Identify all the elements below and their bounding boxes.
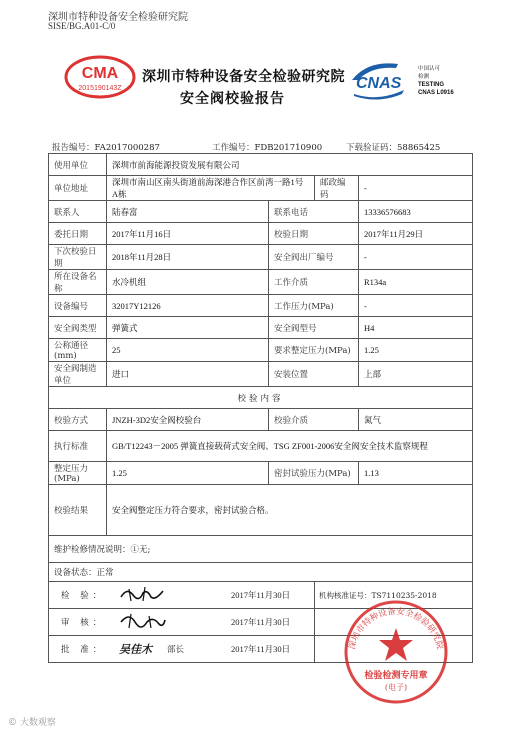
institute-title: 深圳市特种设备安全检验研究院 <box>142 69 345 85</box>
repair-note-label: 维护检修情况说明： <box>54 545 131 555</box>
check-medium-value: 氮气 <box>359 409 473 431</box>
unit-address-value: 深圳市南山区南头街道前海深港合作区前湾一路1号A栋 <box>107 176 315 201</box>
set-pressure-label: 整定压力(MPa) <box>49 462 107 485</box>
download-code <box>346 141 440 153</box>
work-medium-label: 工作介质 <box>269 270 359 295</box>
factory-number-label: 安全阀出厂编号 <box>269 245 359 270</box>
result-value: 安全阀整定压力符合要求，密封试验合格。 <box>107 485 473 536</box>
postcode-value: - <box>359 176 473 201</box>
next-check-date-label: 下次校验日期 <box>49 245 107 270</box>
valve-model-value: H4 <box>359 317 473 339</box>
valve-model-label: 安全阀型号 <box>269 317 359 339</box>
contact-value: 陆春富 <box>107 201 269 223</box>
factory-number-value: - <box>359 245 473 270</box>
check-medium-label: 校验介质 <box>269 409 359 431</box>
contact-label: 联系人 <box>49 201 107 223</box>
repair-note-value: ①无; <box>130 545 151 555</box>
nominal-diameter-label: 公称通径(mm) <box>49 339 107 362</box>
stamp-center-text: 检验检测专用章 <box>364 671 428 681</box>
install-position-label: 安装位置 <box>269 362 359 387</box>
work-pressure-value: - <box>359 295 473 317</box>
equipment-number-label: 设备编号 <box>49 295 107 317</box>
user-unit-label: 使用单位 <box>49 154 107 176</box>
install-position-value: 上部 <box>359 362 473 387</box>
review-signature-image <box>119 610 167 632</box>
cnas-caption-2: 检测 <box>418 74 430 80</box>
valve-maker-value: 进口 <box>107 362 269 387</box>
method-value: JNZH-3D2安全阀校验台 <box>107 409 269 431</box>
check-signature-image <box>119 583 167 605</box>
work-order-value: FDB201710900 <box>254 143 323 153</box>
work-pressure-label: 工作压力(MPa) <box>269 295 359 317</box>
valve-type-value: 弹簧式 <box>107 317 269 339</box>
next-check-date-value: 2018年11月28日 <box>107 245 269 270</box>
standard-label: 执行标准 <box>49 431 107 462</box>
check-date: 2017年11月30日 <box>231 590 291 600</box>
cma-logo <box>60 54 140 100</box>
approve-signature-image: 吴佳木 <box>119 643 152 656</box>
equipment-number-value: 32017Y12126 <box>107 295 269 317</box>
seal-pressure-value: 1.13 <box>359 462 473 485</box>
signature-review <box>49 609 315 636</box>
phone-value: 13336576683 <box>359 201 473 223</box>
approve-role: 部长 <box>167 645 185 655</box>
cma-code-text: 2015190143Z <box>78 85 122 92</box>
cma-logo-text: CMA <box>81 65 119 82</box>
equipment-name-value: 水冷机组 <box>107 270 269 295</box>
work-order-label: 工作编号： <box>212 143 255 153</box>
entrust-date-label: 委托日期 <box>49 223 107 245</box>
report-title: 安全阀校验报告 <box>180 91 285 107</box>
report-table <box>48 153 473 663</box>
check-date-value: 2017年11月29日 <box>359 223 473 245</box>
equipment-name-label: 所在设备名称 <box>49 270 107 295</box>
report-number-label: 报告编号： <box>52 143 95 153</box>
download-code-value: 58865425 <box>397 143 441 153</box>
phone-label: 联系电话 <box>269 201 359 223</box>
work-order <box>212 141 322 153</box>
valve-type-label: 安全阀类型 <box>49 317 107 339</box>
cnas-logo <box>348 58 460 102</box>
required-pressure-value: 1.25 <box>359 339 473 362</box>
review-signature-label: 审 核： <box>61 618 106 628</box>
signature-check <box>49 582 315 609</box>
report-number-value: FA2017000287 <box>94 143 160 153</box>
check-date-label: 校验日期 <box>269 223 359 245</box>
postcode-label: 邮政编码 <box>315 176 359 201</box>
download-code-label: 下载验证码： <box>346 143 398 153</box>
required-pressure-label: 要求整定压力(MPa) <box>269 339 359 362</box>
cnas-caption-1: 中国认可 <box>418 66 441 72</box>
nominal-diameter-value: 25 <box>107 339 269 362</box>
seal-pressure-label: 密封试验压力(MPa) <box>269 462 359 485</box>
valve-maker-label: 安全阀制造单位 <box>49 362 107 387</box>
stamp-sub-text: (电子) <box>384 683 408 692</box>
approve-signature-label: 批 准： <box>61 645 106 655</box>
repair-note <box>49 536 473 563</box>
org-name-small: 深圳市特种设备安全检验研究院 <box>48 12 188 23</box>
section-title: 校验内容 <box>49 387 473 409</box>
report-number <box>52 141 160 153</box>
document-code: SISE/BG.A01-C/0 <box>48 21 116 31</box>
method-label: 校验方式 <box>49 409 107 431</box>
standard-value: GB/T12243－2005 弹簧直接载荷式安全阀、TSG ZF001-2006安全阀安全技术监察规程 <box>107 431 473 462</box>
review-date: 2017年11月30日 <box>231 617 291 627</box>
device-status: 设备状态：正常 <box>49 563 473 582</box>
result-label: 校验结果 <box>49 485 107 536</box>
cnas-logo-text: CNAS <box>356 75 402 92</box>
set-pressure-value: 1.25 <box>107 462 269 485</box>
stamp-arc-text: 深圳市特种设备安全检验研究院 <box>347 606 445 651</box>
cnas-caption-4: CNAS L0916 <box>418 90 454 96</box>
official-seal-stamp <box>336 592 456 712</box>
approve-date: 2017年11月30日 <box>231 644 291 654</box>
check-signature-label: 检 验： <box>61 591 106 601</box>
signature-approve <box>49 636 315 663</box>
cnas-caption-3: TESTING <box>418 82 445 88</box>
watermark: © 大数观察 <box>8 718 56 728</box>
unit-address-label: 单位地址 <box>49 176 107 201</box>
lab-approval-line: 机构核准证号：TS7110235-2018 <box>319 590 437 600</box>
user-unit-value: 深圳市前海能源投资发展有限公司 <box>107 154 473 176</box>
entrust-date-value: 2017年11月16日 <box>107 223 269 245</box>
work-medium-value: R134a <box>359 270 473 295</box>
